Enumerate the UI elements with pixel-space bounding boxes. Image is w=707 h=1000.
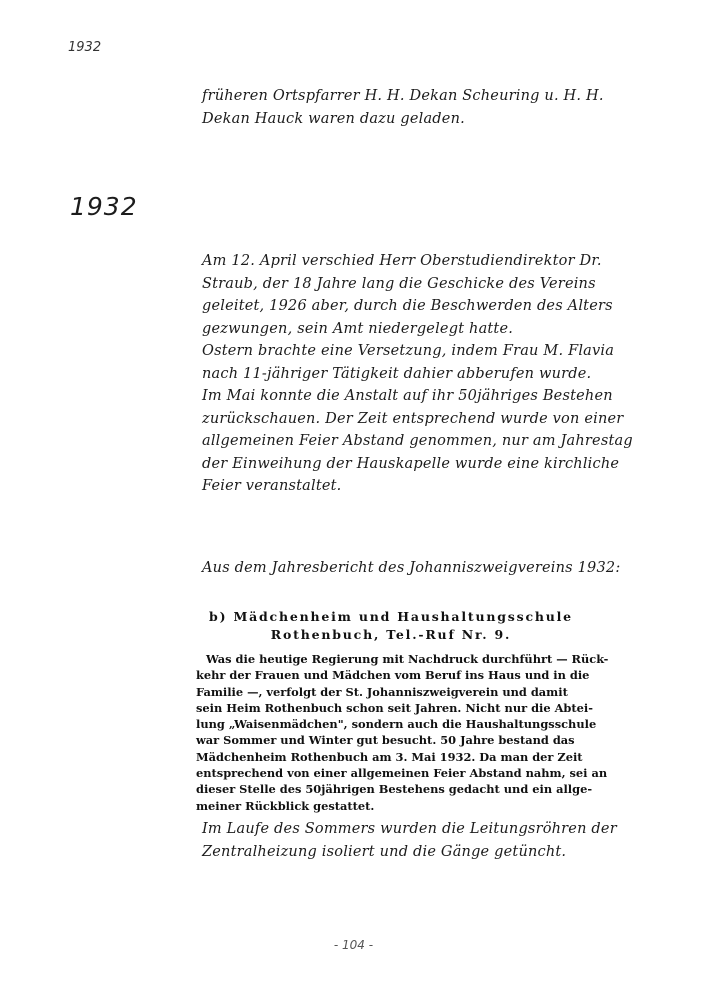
clipping-line: sein Heim Rothenbuch schon seit Jahren. Nicht nur die Abtei-: [196, 700, 593, 715]
clipping-body: [196, 651, 609, 814]
clipping-line: Was die heutige Regierung mit Nachdruck durchführt — Rück-: [206, 652, 609, 666]
clipping-line: war Sommer und Winter gut besucht. 50 Jahre bestand das: [196, 733, 575, 748]
body-line: Im Mai konnte die Anstalt auf ihr 50jähriges Bestehen: [202, 388, 613, 404]
report-heading: [202, 557, 620, 580]
body-line: nach 11-jähriger Tätigkeit dahier abberufen wurde.: [202, 365, 592, 382]
clipping-title-line: b) Mädchenheim und Haushaltungsschule: [209, 609, 573, 624]
final-line: Zentralheizung isoliert und die Gänge getüncht.: [202, 843, 567, 860]
clipping-line: entsprechend von einer allgemeinen Feier Abstand nahm, sei an: [196, 766, 608, 781]
body-line: Straub, der 18 Jahre lang die Geschicke des Vereins: [202, 275, 596, 292]
body-line: der Einweihung der Hauskapelle wurde eine kirchliche: [202, 455, 620, 472]
clipping-title-line: Rothenbuch, Tel.-Ruf Nr. 9.: [270, 627, 512, 642]
body-paragraph: [202, 250, 633, 498]
clipping-line: meiner Rückblick gestattet.: [196, 798, 375, 813]
body-line: zurückschauen. Der Zeit entsprechend wurde von einer: [202, 410, 624, 427]
body-line: gezwungen, sein Amt niedergelegt hatte.: [202, 320, 514, 337]
clipping-line: kehr der Frauen und Mädchen vom Beruf ins Haus und in die: [196, 668, 590, 683]
section-year-heading: 1932: [70, 192, 138, 221]
page-number: - 104 -: [333, 938, 374, 952]
clipping-title: [196, 608, 586, 644]
clipping-line: Mädchenheim Rothenbuch am 3. Mai 1932. Da man der Zeit: [196, 749, 583, 764]
intro-paragraph: [202, 85, 604, 130]
intro-line: Dekan Hauck waren dazu geladen.: [202, 110, 465, 127]
clipping-line: Familie —, verfolgt der St. Johanniszweigverein und damit: [196, 684, 568, 699]
newspaper-clipping: [196, 608, 609, 814]
body-line: Feier veranstaltet.: [202, 478, 342, 494]
report-heading-text: Aus dem Jahresbericht des Johanniszweigvereins 1932:: [202, 560, 621, 576]
final-paragraph: [202, 818, 617, 863]
final-line: Im Laufe des Sommers wurden die Leitungsröhren der: [202, 821, 617, 837]
clipping-line: lung „Waisenmädchen", sondern auch die Haushaltungsschule: [196, 717, 597, 732]
body-line: allgemeinen Feier Abstand genommen, nur am Jahrestag: [202, 433, 633, 449]
header-year: 1932: [68, 40, 102, 55]
body-line: Am 12. April verschied Herr Oberstudiendirektor Dr.: [202, 253, 602, 269]
body-line: Ostern brachte eine Versetzung, indem Frau M. Flavia: [202, 343, 615, 359]
clipping-line: dieser Stelle des 50jährigen Bestehens gedacht und ein allge-: [196, 782, 593, 797]
intro-line: früheren Ortspfarrer H. H. Dekan Scheuring u. H. H.: [202, 88, 604, 104]
body-line: geleitet, 1926 aber, durch die Beschwerden des Alters: [202, 298, 613, 314]
